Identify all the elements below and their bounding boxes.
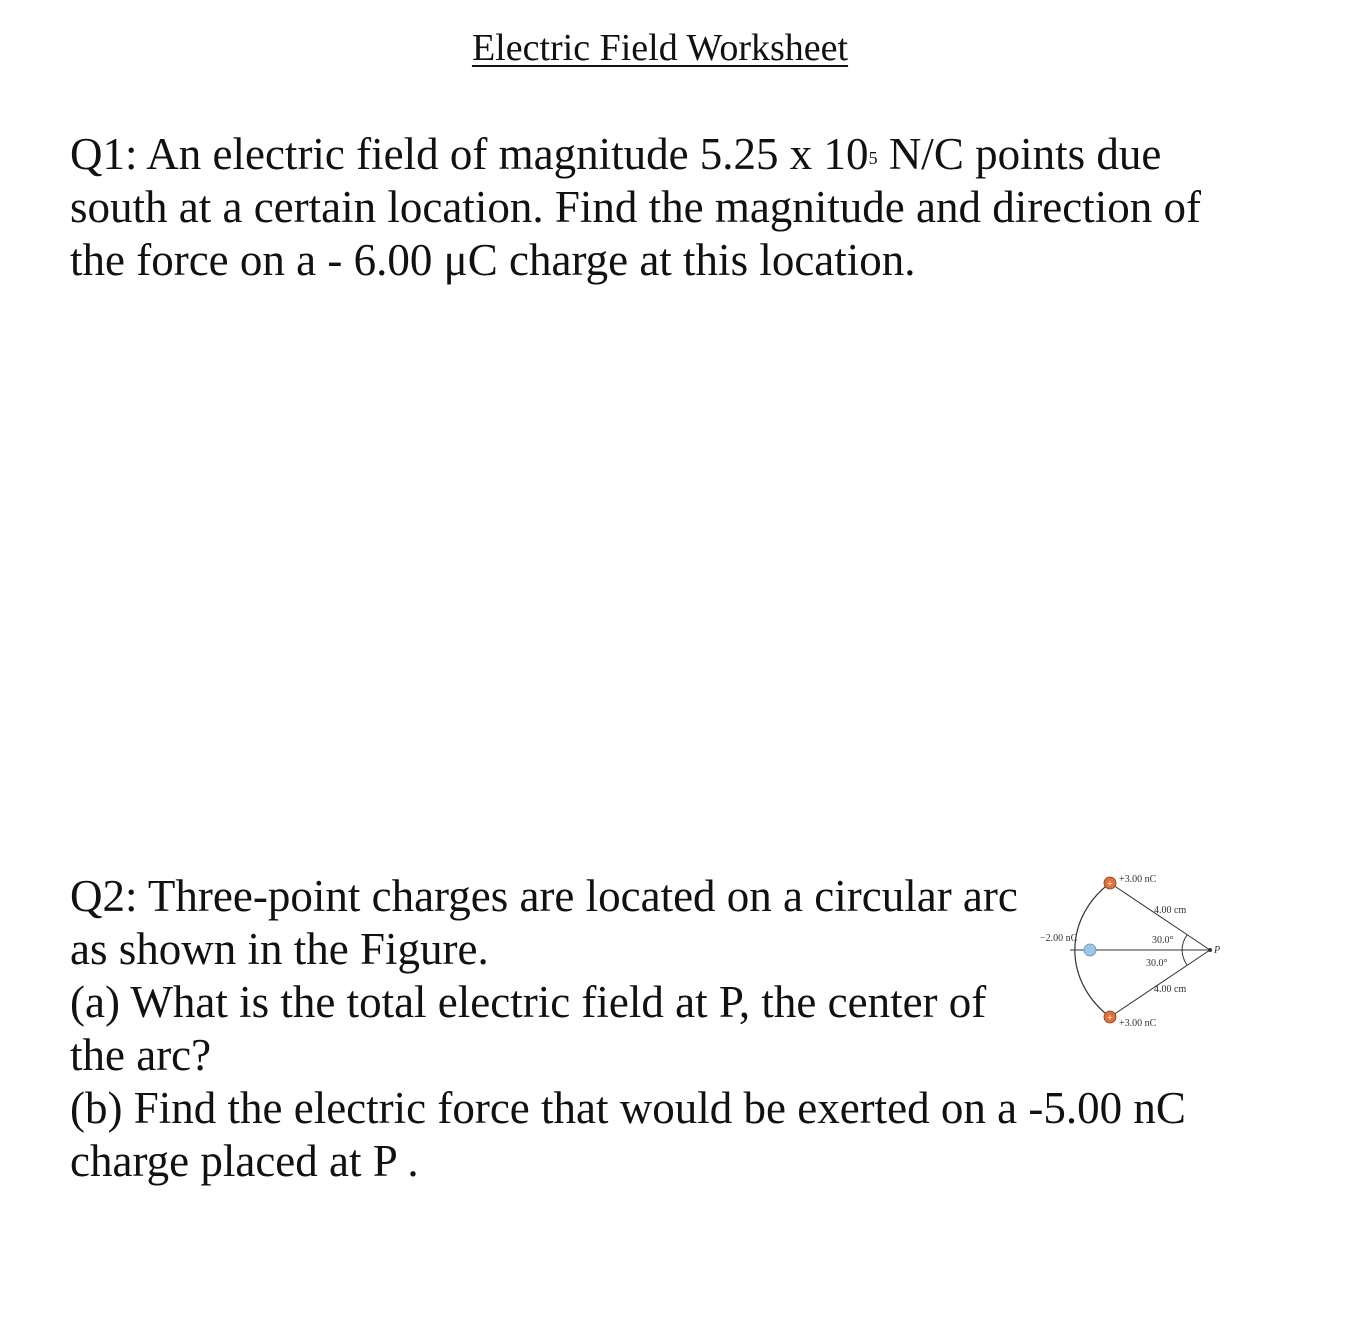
- upper-angle-label: 30.0°: [1152, 935, 1174, 946]
- left-negative-charge: [1084, 944, 1096, 956]
- top-charge-label: +3.00 nC: [1119, 874, 1157, 885]
- top-charge-sign: +: [1107, 879, 1113, 890]
- lower-angle-label: 30.0°: [1146, 958, 1168, 969]
- exponent: 5: [868, 148, 878, 168]
- question-1-line-3: the force on a - 6.00 μC charge at this location.: [70, 235, 916, 285]
- question-2-line-2: as shown in the Figure.: [70, 924, 489, 974]
- bottom-charge-sign: +: [1107, 1013, 1113, 1024]
- question-1: [70, 128, 1201, 287]
- charge-arc-figure: [1030, 862, 1230, 1038]
- question-2-part-b: (b) Find the electric force that would be exerted on a -5.00 nC: [70, 1083, 1186, 1133]
- question-1-line-1-start: Q1: An electric field of magnitude 5.25 x 10: [70, 129, 869, 179]
- lower-angle-arc: [1182, 950, 1187, 965]
- lower-distance-label: 4.00 cm: [1154, 984, 1187, 995]
- question-2-line-1: Q2: Three-point charges are located on a circular arc: [70, 871, 1018, 921]
- point-p-label: P: [1214, 945, 1221, 956]
- upper-distance-label: 4.00 cm: [1154, 905, 1187, 916]
- question-1-line-1: [70, 128, 1201, 181]
- question-2-part-a: (a) What is the total electric field at P, the center of: [70, 977, 987, 1027]
- page-title: Electric Field Worksheet: [471, 27, 849, 69]
- point-p-dot: [1208, 948, 1212, 952]
- question-1-line-2: south at a certain location. Find the magnitude and direction of: [70, 182, 1201, 232]
- question-2-part-a-cont: the arc?: [70, 1030, 212, 1080]
- question-2-part-b-cont: charge placed at P .: [70, 1136, 419, 1186]
- left-charge-label: −2.00 nC: [1040, 933, 1078, 944]
- upper-angle-arc: [1182, 935, 1187, 950]
- bottom-charge-label: +3.00 nC: [1119, 1018, 1157, 1029]
- question-2: [70, 870, 1186, 1188]
- question-1-line-1-end: N/C points due: [877, 129, 1162, 179]
